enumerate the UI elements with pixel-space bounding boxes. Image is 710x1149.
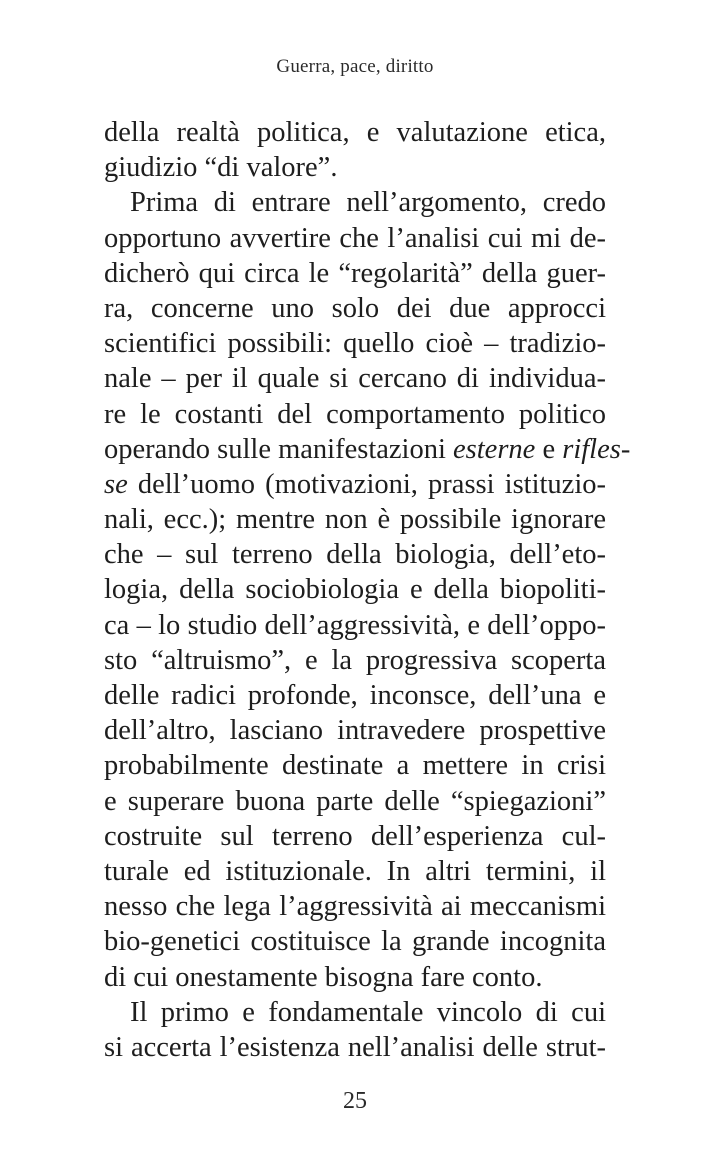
text-line: nesso che lega l’aggressività ai meccanismi <box>104 891 606 923</box>
text-line: bio-genetici costituisce la grande incognita <box>104 926 606 958</box>
italic-run: se <box>104 468 128 500</box>
text-run: operando sulle manifestazioni <box>104 433 454 465</box>
text-line: ca – lo studio dell’aggressività, e dell’oppo- <box>104 609 606 641</box>
text-line: turale ed istituzionale. In altri termini, il <box>104 855 606 887</box>
text-line: opportuno avvertire che l’analisi cui mi de- <box>104 222 606 254</box>
italic-run: rifles- <box>562 433 631 465</box>
italic-run: esterne <box>453 433 536 465</box>
text-line: nali, ecc.); mentre non è possibile ignorare <box>104 504 606 536</box>
text-line: nale – per il quale si cercano di individua- <box>104 363 606 395</box>
text-line: dicherò qui circa le “regolarità” della guer- <box>104 257 606 289</box>
text-line: logia, della sociobiologia e della biopoliti- <box>104 574 606 606</box>
text-line: di cui onestamente bisogna fare conto. <box>104 961 543 993</box>
text-run: dell’uomo (motivazioni, prassi istituzio- <box>127 468 606 500</box>
text-line: e superare buona parte delle “spiegazioni” <box>104 785 606 817</box>
text-line: che – sul terreno della biologia, dell’eto- <box>104 539 606 571</box>
text-line: re le costanti del comportamento politico <box>104 398 606 430</box>
running-head: Guerra, pace, diritto <box>276 56 434 77</box>
text-line: delle radici profonde, inconsce, dell’una e <box>104 680 606 711</box>
text-line: Il primo e fondamentale vincolo di cui <box>130 996 606 1028</box>
body-text <box>104 115 631 1065</box>
text-line: ra, concerne uno solo dei due approcci <box>104 292 606 324</box>
text-line: si accerta l’esistenza nell’analisi delle strut- <box>104 1031 606 1063</box>
text-line: sto “altruismo”, e la progressiva scoperta <box>104 644 606 676</box>
text-line: probabilmente destinate a mettere in crisi <box>104 750 606 782</box>
text-line: Prima di entrare nell’argomento, credo <box>130 187 606 219</box>
text-line: della realtà politica, e valutazione etica, <box>104 117 606 148</box>
text-line <box>104 432 631 467</box>
text-line: scientifici possibili: quello cioè – tradizio- <box>104 328 606 360</box>
text-line: dell’altro, lasciano intravedere prospettive <box>104 715 606 747</box>
text-line: costruite sul terreno dell’esperienza cul- <box>104 820 606 852</box>
text-run: e <box>535 433 563 465</box>
text-line: giudizio “di valore”. <box>104 152 338 184</box>
page-number: 25 <box>343 1088 367 1114</box>
text-line <box>104 467 606 502</box>
